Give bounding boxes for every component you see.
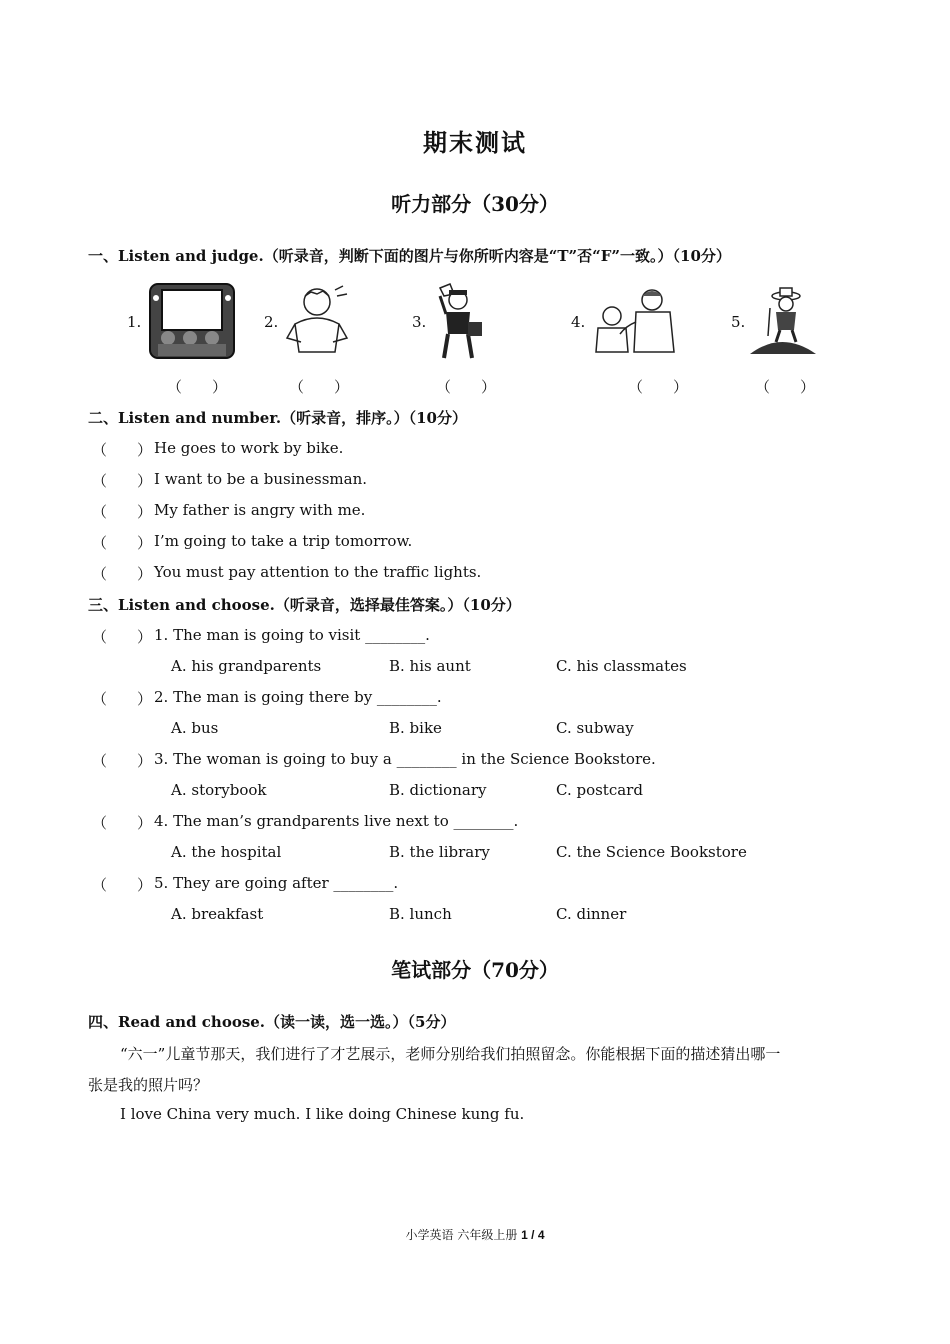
- option-c: C. dinner: [556, 905, 627, 923]
- list-item: You must pay attention to the traffic lights.: [154, 563, 482, 581]
- option-c: C. his classmates: [556, 657, 687, 675]
- page-number: 1 / 4: [521, 1228, 545, 1242]
- answer-paren[interactable]: （ ）: [92, 503, 153, 521]
- answer-paren[interactable]: （ ）: [92, 628, 153, 646]
- angry-man-icon: [283, 282, 353, 360]
- item-number: 4.: [571, 313, 586, 331]
- question: 3. The woman is going to buy a ________ in the Science Bookstore.: [154, 750, 656, 768]
- answer-paren[interactable]: （ ）: [755, 378, 816, 396]
- option-a: A. breakfast: [171, 905, 264, 923]
- answer-paren[interactable]: （ ）: [92, 814, 153, 832]
- question: 4. The man’s grandparents live next to ________.: [154, 812, 519, 830]
- answer-paren[interactable]: （ ）: [92, 752, 153, 770]
- list-item: I’m going to take a trip tomorrow.: [154, 532, 413, 550]
- postman-icon: [428, 282, 488, 360]
- footer-text: 小学英语 六年级上册: [405, 1228, 522, 1242]
- tv-audience-icon: [148, 282, 236, 360]
- section3-heading: 三、Listen and choose.（听录音，选择最佳答案。）（10分）: [88, 596, 521, 614]
- question: 5. They are going after ________.: [154, 874, 399, 892]
- option-b: B. lunch: [389, 905, 452, 923]
- list-item: He goes to work by bike.: [154, 439, 344, 457]
- question: 1. The man is going to visit ________.: [154, 626, 430, 644]
- answer-paren[interactable]: （ ）: [289, 378, 350, 396]
- option-a: A. bus: [171, 719, 219, 737]
- page-footer: [0, 1226, 950, 1243]
- answer-paren[interactable]: （ ）: [92, 472, 153, 490]
- list-item: I want to be a businessman.: [154, 470, 368, 488]
- answer-paren[interactable]: （ ）: [92, 876, 153, 894]
- option-b: B. the library: [389, 843, 490, 861]
- answer-paren[interactable]: （ ）: [92, 690, 153, 708]
- option-a: A. his grandparents: [171, 657, 322, 675]
- section4-heading: 四、Read and choose.（读一读，选一选。）（5分）: [88, 1013, 456, 1031]
- section4-intro: “六一”儿童节那天，我们进行了才艺展示，老师分别给我们拍照留念。你能根据下面的描述猜出哪一: [120, 1045, 781, 1063]
- item-number: 1.: [127, 313, 142, 331]
- section2-heading: 二、Listen and number.（听录音，排序。）（10分）: [88, 409, 467, 427]
- option-c: C. subway: [556, 719, 634, 737]
- option-b: B. dictionary: [389, 781, 487, 799]
- answer-paren[interactable]: （ ）: [92, 534, 153, 552]
- listening-part-title: 听力部分（30分）: [391, 192, 559, 216]
- option-b: B. bike: [389, 719, 442, 737]
- option-b: B. his aunt: [389, 657, 471, 675]
- option-c: C. the Science Bookstore: [556, 843, 747, 861]
- answer-paren[interactable]: （ ）: [436, 378, 497, 396]
- answer-paren[interactable]: （ ）: [628, 378, 689, 396]
- answer-paren[interactable]: （ ）: [167, 378, 228, 396]
- doctor-icon: [590, 286, 678, 354]
- item-number: 2.: [264, 313, 279, 331]
- option-c: C. postcard: [556, 781, 643, 799]
- item-number: 3.: [412, 313, 427, 331]
- writing-part-title: 笔试部分（70分）: [391, 958, 559, 982]
- answer-paren[interactable]: （ ）: [92, 565, 153, 583]
- option-a: A. the hospital: [171, 843, 282, 861]
- item-number: 5.: [731, 313, 746, 331]
- question: 2. The man is going there by ________.: [154, 688, 442, 706]
- section1-heading: 一、Listen and judge.（听录音，判断下面的图片与你所听内容是“T”否“F”一致。）（10分）: [88, 247, 731, 265]
- list-item: My father is angry with me.: [154, 501, 366, 519]
- hiker-icon: [750, 286, 816, 356]
- reading-text: I love China very much. I like doing Chinese kung fu.: [120, 1105, 525, 1123]
- option-a: A. storybook: [171, 781, 267, 799]
- page-title: 期末测试: [423, 128, 527, 157]
- section4-intro-cont: 张是我的照片吗？: [88, 1076, 209, 1094]
- answer-paren[interactable]: （ ）: [92, 441, 153, 459]
